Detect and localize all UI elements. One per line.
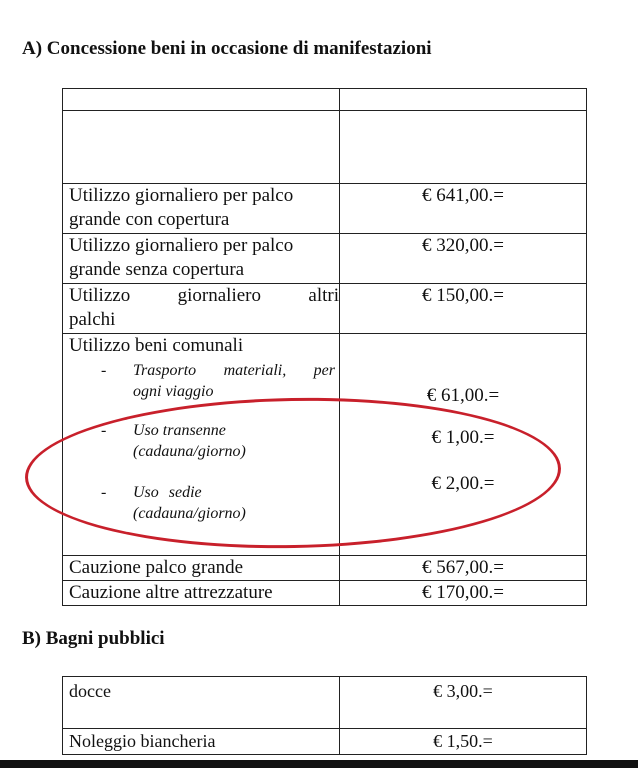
tariffs-table-a [62,88,587,606]
table-row [63,556,587,581]
item-line: Uso sedie [133,484,202,501]
price-value: € 641,00.= [422,185,504,206]
header-cell-2 [340,89,587,111]
section-b-heading: B) Bagni pubblici [22,628,165,649]
empty-cell-1 [63,111,340,184]
table-row-beni-comunali [63,334,587,556]
row-label: Cauzione altre attrezzature [63,581,340,606]
label-line: Utilizzo giornaliero per palco [69,235,294,256]
bottom-bar [0,760,638,768]
beni-label-cell [63,334,340,556]
table-row [63,184,587,234]
dash-bullet: - [101,362,107,379]
price-cell [340,284,587,334]
price-value: € 170,00.= [422,582,504,603]
table-row [63,234,587,284]
item-line: (cadauna/giorno) [133,443,246,460]
item-line: Trasporto materiali, per [133,362,335,379]
list-item [69,360,339,402]
section-a-heading: A) Concessione beni in occasione di manifestazioni [22,38,432,59]
label-line: Utilizzo giornaliero altri [69,285,339,306]
row-label [63,184,340,234]
dash-bullet: - [101,484,107,501]
list-item [69,420,339,462]
price-value: € 3,00.= [433,681,493,701]
row-label [63,234,340,284]
item-line: ogni viaggio [133,383,214,400]
label-line: Utilizzo giornaliero per palco [69,185,294,206]
header-cell-1 [63,89,340,111]
row-label: Noleggio biancheria [63,729,340,755]
price-cell [340,556,587,581]
price-cell [340,234,587,284]
price-cell [340,677,587,729]
item-line: (cadauna/giorno) [133,505,246,522]
price-value: € 61,00.= [426,385,500,406]
empty-cell-2 [340,111,587,184]
price-value: € 1,50.= [433,731,493,751]
label-line: grande con copertura [69,209,230,230]
price-value: € 320,00.= [422,235,504,256]
label-line: grande senza copertura [69,259,245,280]
price-cell [340,729,587,755]
price-value: € 567,00.= [422,557,504,578]
table-row [63,284,587,334]
price-cell [340,581,587,606]
price-value: € 1,00.= [431,427,495,448]
label-line: palchi [69,309,116,330]
price-cell [340,184,587,234]
beni-title: Utilizzo beni comunali [69,335,244,356]
beni-price-cell [340,334,587,556]
table-row [63,729,587,755]
list-item [69,482,339,524]
table-row [63,677,587,729]
table-row [63,581,587,606]
price-value: € 150,00.= [422,285,504,306]
item-line: Uso transenne [133,422,226,439]
dash-bullet: - [101,422,107,439]
row-label: Cauzione palco grande [63,556,340,581]
row-label [63,284,340,334]
price-value: € 2,00.= [431,473,495,494]
row-label: docce [63,677,340,729]
tariffs-table-b [62,676,587,755]
